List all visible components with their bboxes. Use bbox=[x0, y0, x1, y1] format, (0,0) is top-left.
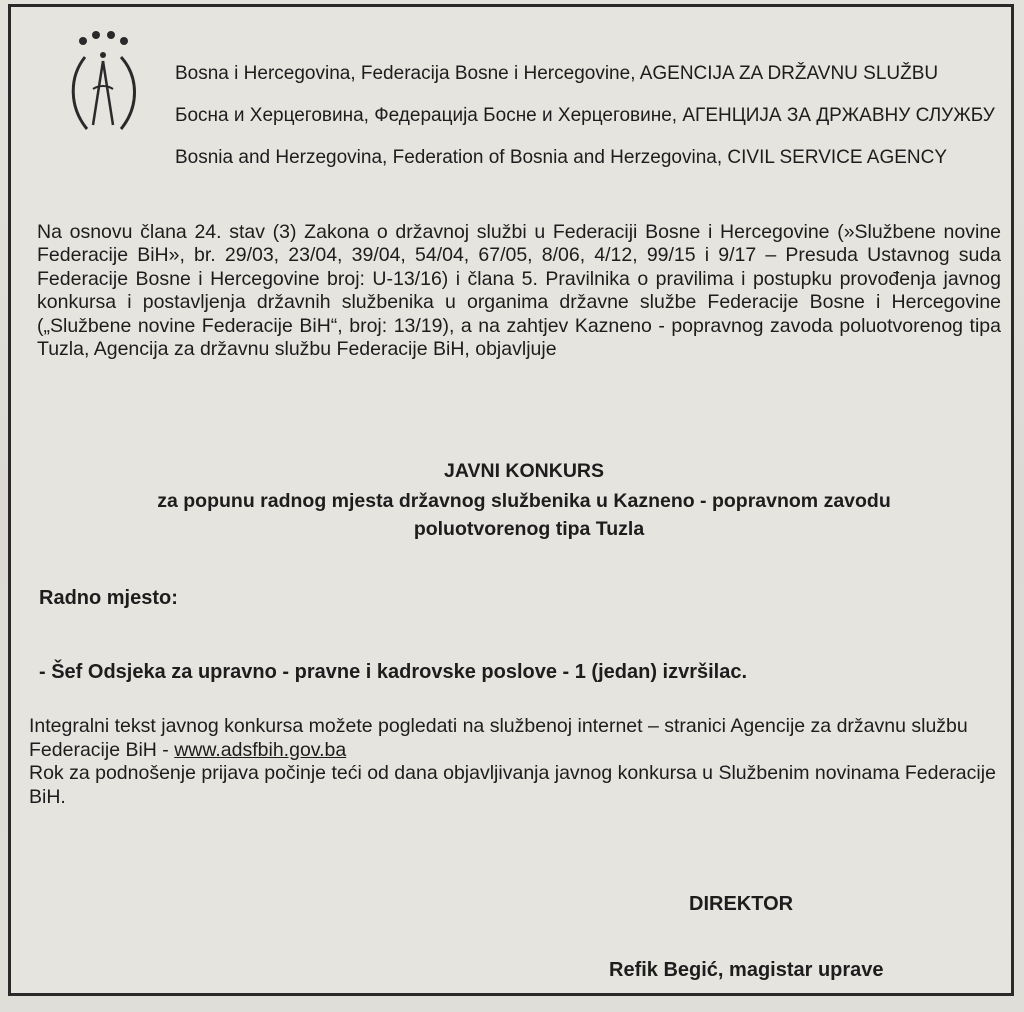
position-label: Radno mjesto: bbox=[39, 587, 178, 609]
public-notice bbox=[8, 4, 1014, 996]
agency-logo-icon bbox=[63, 29, 145, 139]
notice-subtitle-line-1: za popunu radnog mjesta državnog službenika u Kazneno - popravnom zavodu bbox=[157, 490, 891, 512]
intro-paragraph: Na osnovu člana 24. stav (3) Zakona o državnoj službi u Federaciji Bosne i Hercegovine (»Službene novine Federacije BiH», br. 29/03, 23/04, 39/04, 54/04, 67/05, 8/06, 4/12, 99/15 i 9/17 – Presuda Ustavnog suda Federacije Bosne i Hercegovine broj: U-13/16) i člana 5. Pravilnika o pravilima i postupku provođenja javnog konkursa i postavljenja državnih službenika u organima državne službe Federacije Bosne i Hercegovine („Službene novine Federacije BiH“, broj: 13/19), a na zahtjev Kazneno - popravnog zavoda poluotvorenog tipa Tuzla, Agencija za državnu službu Federacije BiH, objavljuje bbox=[37, 221, 1001, 361]
notice-title: JAVNI KONKURS bbox=[444, 460, 604, 482]
agency-line-serbian: Босна и Херцеговина, Федерација Босне и Херцеговине, АГЕНЦИЈА ЗА ДРЖАВНУ СЛУЖБУ bbox=[175, 105, 995, 126]
agency-line-english: Bosnia and Herzegovina, Federation of Bosnia and Herzegovina, CIVIL SERVICE AGENCY bbox=[175, 147, 948, 168]
notice-title-block bbox=[11, 459, 1017, 541]
deadline-text: Rok za podnošenje prijava počinje teći od dana objavljivanja javnog konkursa u Službenim novinama Federacije BiH. bbox=[29, 762, 996, 808]
website-link[interactable]: www.adsfbih.gov.ba bbox=[174, 738, 347, 761]
info-paragraph bbox=[29, 715, 1019, 809]
director-name: Refik Begić, magistar uprave bbox=[609, 959, 884, 981]
agency-line-bosnian: Bosna i Hercegovina, Federacija Bosne i Hercegovine, AGENCIJA ZA DRŽAVNU SLUŽBU bbox=[175, 63, 939, 84]
director-title: DIREKTOR bbox=[689, 893, 794, 915]
info-text: Integralni tekst javnog konkursa možete pogledati na službenoj internet – stranici Agencije za državnu službu Federacije BiH - bbox=[29, 715, 968, 761]
notice-subtitle-line-2: poluotvorenog tipa Tuzla bbox=[413, 518, 645, 540]
agency-header bbox=[175, 63, 1015, 169]
position-item: - Šef Odsjeka za upravno - pravne i kadrovske poslove - 1 (jedan) izvršilac. bbox=[39, 661, 748, 683]
